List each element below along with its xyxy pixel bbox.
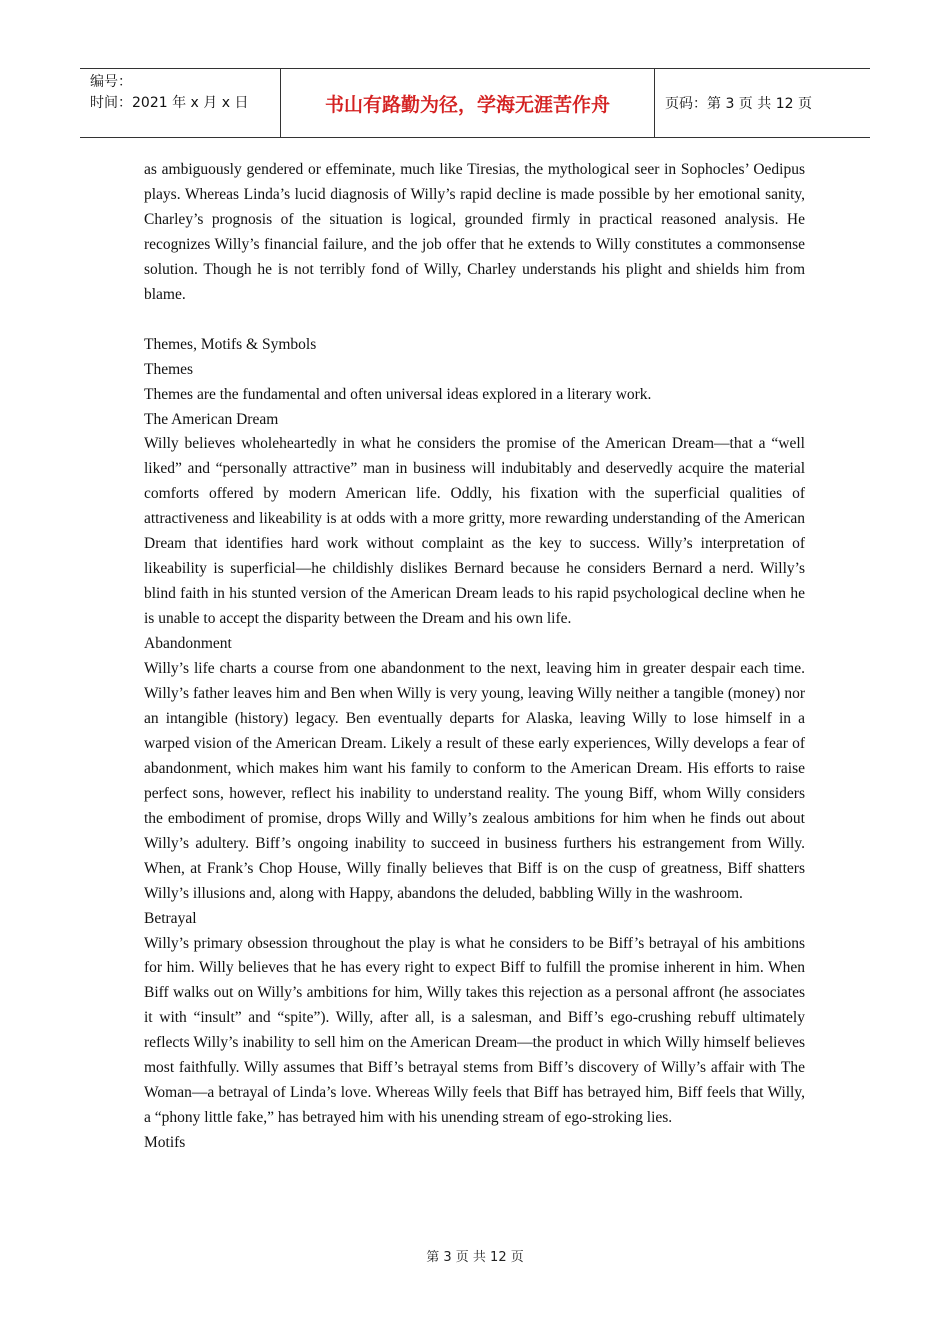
page-footer: 第 3 页 共 12 页 (426, 1250, 524, 1265)
paragraph: Willy’s primary obsession throughout the play is what he considers to be Biff’s betrayal of his ambitions for him. Willy believes that he has every right to expect Biff to fulfill the promise inherent in him. When Biff walks out on Willy’s ambitions for him, Willy takes this rejection as a personal affront (he associates it with “insult” and “spite”). Willy, after all, is a salesman, and Biff’s ego-crushing rebuff ultimately reflects Willy’s inability to sell him on the American Dream—the product in which Willy himself believes most faithfully. Willy assumes that Biff’s betrayal stems from Biff’s discovery of Willy’s affair with The Woman—a betrayal of Linda’s love. Whereas Willy feels that Biff has betrayed him, Biff feels that Willy, a “phony little fake,” has betrayed him with his unending stream of ego-stroking lies. (144, 934, 805, 1127)
page-header (80, 68, 870, 138)
section-heading: Motifs (144, 1134, 186, 1152)
paragraph: as ambiguously gendered or effeminate, much like Tiresias, the mythological seer in Sophocles’ Oedipus plays. Whereas Linda’s lucid diagnosis of Willy’s rapid decline is made possible by her emotional sanity, Charley’s prognosis of the situation is logical, grounded firmly in practical reasoned analysis. He recognizes Willy’s financial failure, and the job offer that he extends to Willy constitutes a commonsense solution. Though he is not terribly fond of Willy, Charley understands his plight and shields him from blame. (144, 161, 805, 303)
doc-time-label: 时间：2021 年 x 月 x 日 (90, 95, 249, 111)
paragraph: Willy’s life charts a course from one abandonment to the next, leaving him in greater despair each time. Willy’s father leaves him and Ben when Willy is very young, leaving Willy neither a tangible (money) nor an intangible (history) legacy. Ben eventually departs for Alaska, leaving Willy to lose himself in a warped vision of the American Dream. Likely a result of these early experiences, Willy develops a fear of abandonment, which makes him want his family to conform to the American Dream. His efforts to raise perfect sons, however, reflect his inability to understand reality. The young Biff, whom Willy considers the embodiment of promise, drops Willy and Willy’s zealous ambitions for him when he finds out about Willy’s adultery. Biff’s ongoing inability to succeed in business furthers his estrangement from Willy. When, at Frank’s Chop House, Willy finally believes that Biff is on the cusp of greatness, Biff shatters Willy’s illusions and, along with Happy, abandons the deluded, babbling Willy in the washroom. (144, 660, 805, 902)
header-meta (80, 69, 281, 137)
header-page-label: 页码：第 3 页 共 12 页 (665, 96, 812, 112)
section-heading: Themes, Motifs & Symbols (144, 335, 317, 353)
paragraph: Themes are the fundamental and often universal ideas explored in a literary work. (144, 385, 652, 403)
section-heading: The American Dream (144, 410, 279, 428)
paragraph: Willy believes wholeheartedly in what he considers the promise of the American Dream—that a “well liked” and “personally attractive” man in business will indubitably and deservedly acquire the material comforts offered by modern American life. Oddly, his fixation with the superficial qualities of attractiveness and likeability is at odds with a more gritty, more rewarding understanding of the American Dream that identifies hard work without complaint as the key to success. Willy’s interpretation of likeability is superficial—he childishly dislikes Bernard because he considers Bernard a nerd. Willy’s blind faith in his stunted version of the American Dream leads to his rapid psychological decline when he is unable to accept the disparity between the Dream and his own life. (144, 435, 805, 628)
section-heading: Themes (144, 360, 194, 378)
section-heading: Abandonment (144, 635, 232, 653)
header-motto: 书山有路勤为径，学海无涯苦作舟 (281, 69, 655, 137)
section-heading: Betrayal (144, 909, 197, 927)
paragraph-gap (144, 308, 805, 333)
doc-number-label: 编号： (90, 74, 132, 90)
document-body (144, 158, 805, 1156)
